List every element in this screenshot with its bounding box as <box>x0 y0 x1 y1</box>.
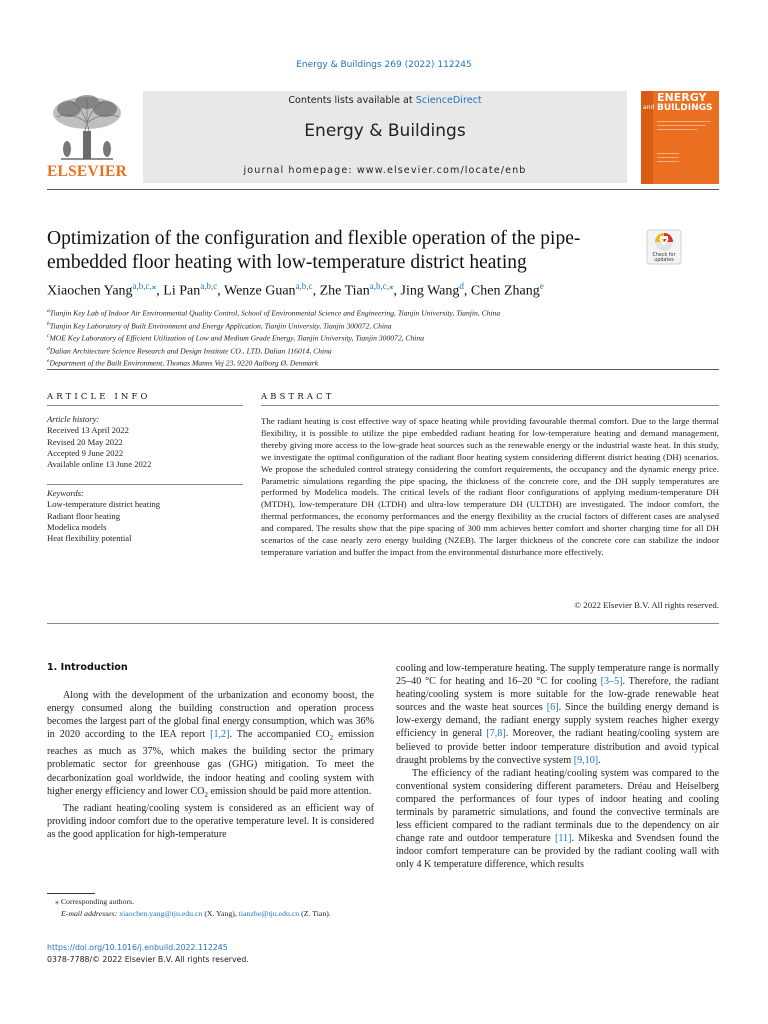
check-for-updates-badge[interactable] <box>646 229 682 265</box>
doi-block <box>47 942 374 965</box>
journal-masthead <box>143 91 627 183</box>
article-info-heading: ARTICLE INFO <box>47 391 151 401</box>
paragraph <box>47 689 374 802</box>
cover-title-buildings: BUILDINGS <box>657 103 713 113</box>
right-column-text <box>396 662 719 872</box>
keyword-item: Low-temperature district heating <box>47 499 161 510</box>
email-label: E-mail addresses: <box>61 908 120 918</box>
affiliation-text: Department of the Built Environment, Thomas Manns Vej 23, 9220 Aalborg Ø, Denmark <box>49 358 319 368</box>
author-separator: , <box>156 283 164 299</box>
section-heading-introduction: 1. Introduction <box>47 662 128 673</box>
affiliation-mark: e <box>47 358 50 365</box>
cover-rule <box>657 153 679 154</box>
affiliation-line <box>47 319 727 332</box>
keyword-item: Heat flexibility potential <box>47 533 132 544</box>
paragraph-text: emission should be paid more attention. <box>207 785 372 797</box>
paragraph-text: . Since the building energy demand is low-exergy demand, the radiant energy supply system reaches higher exergy efficiency in general <box>396 702 719 740</box>
doi-link[interactable]: https://doi.org/10.1016/j.enbuild.2022.112245 <box>47 943 228 952</box>
article-info-rule <box>47 405 243 406</box>
cover-title-energy: ENERGY <box>657 91 707 104</box>
paragraph-text: cooling and low-temperature heating. The supply temperature range is normally 25–40 °C for heating and 16–20 °C for cooling <box>396 663 719 688</box>
affiliation-text: MOE Key Laboratory of Efficient Utilization of Low and Medium Grade Energy, Tianjin University, Tianjin 300072, China <box>49 333 424 343</box>
history-received: Received 13 April 2022 <box>47 425 129 436</box>
subscript: 2 <box>329 734 334 743</box>
contents-prefix: Contents lists available at <box>288 95 416 106</box>
affiliation-mark: c <box>47 333 50 340</box>
author-affiliation-marks[interactable]: a,b,c,⁎ <box>132 281 157 291</box>
author-affiliation-marks[interactable]: a,b,c <box>295 281 313 291</box>
journal-citation[interactable]: Energy & Buildings 269 (2022) 112245 <box>296 60 472 70</box>
author-affiliation-marks[interactable]: a,b,c <box>200 281 218 291</box>
history-online: Available online 13 June 2022 <box>47 459 152 470</box>
author-affiliation-marks[interactable]: e <box>539 281 544 291</box>
reference-link[interactable]: [7,8] <box>486 728 506 740</box>
email-note <box>47 908 374 920</box>
footnote-rule <box>47 893 95 894</box>
author-list <box>47 281 727 300</box>
affiliation-line <box>47 331 727 344</box>
reference-link[interactable]: [6] <box>546 702 559 714</box>
paragraph-text: The efficiency of the radiant heating/cooling system was compared to the conventional system considering different parameters. Dréau and Heiselberg compared the performances of four types of indoor heating and cooling terminals by parametric simulations, and found the convective terminals are less efficient compared to the radiant terminals due to the dependency on air change rate and outdoor temperature <box>396 767 719 845</box>
abstract-text: The radiant heating is cost effective way of space heating while providing favourable thermal comfort. Due to the large thermal flexibility, it is possible to utilize the pipe embedded radiant heating for low-temperature heating and demand management, thereby giving more access to the low-grade heat sources such as the renewable energy or the industrial waste heat. In this study, we investigate the optimal configuration of the radiant floor heating system considering different district heating (DH) scenarios. We propose the scheduled control strategy considering the comfort requirements, the occupancy and the dynamic energy price. Parametric simulations regarding the pipe spacing, the thickness of the concrete core, and the DH supply temperatures are performed by Modelica models. The critical levels of the radiant floor configurations of applying medium-temperature DH (MTDH), low-temperature DH (LTDH) and ultra-low temperature DH (ULTDH) are investigated. The indoor comfort, the thermal performances, the economy performances and the energy flexibility as the crucial factors of different cases are analysed and compared. The results show that the pipe spacing of 300 mm achieves better comfort and shorter charging time for all DH scenarios of the case nearly zero energy building (NZEB). The larger thickness of the concrete core can stabilize the indoor temperature variation and buffer the impact from the environmental disturbance more effectively. <box>261 416 719 557</box>
affiliation-mark: d <box>47 345 50 352</box>
author-name: Chen Zhang <box>470 283 540 299</box>
abstract-heading: ABSTRACT <box>261 391 335 401</box>
history-revised: Revised 20 May 2022 <box>47 436 123 447</box>
author-name: Xiaochen Yang <box>47 283 133 299</box>
reference-link[interactable]: [11] <box>555 833 572 845</box>
elsevier-logo <box>47 93 127 181</box>
history-accepted: Accepted 9 June 2022 <box>47 447 124 458</box>
author-separator: , <box>312 283 320 299</box>
cover-title-and: and <box>643 104 655 111</box>
paragraph <box>396 662 719 767</box>
author-affiliation-marks[interactable]: d <box>459 281 464 291</box>
journal-homepage[interactable]: journal homepage: www.elsevier.com/locate/enb <box>243 165 527 176</box>
reference-link[interactable]: [9,10] <box>573 754 599 766</box>
journal-title: Energy & Buildings <box>304 121 466 141</box>
affiliation-mark: b <box>47 320 50 327</box>
affiliation-text: Dalian Architecture Science Research and Design Institute CO., LTD, Dalian 116014, China <box>49 346 332 356</box>
paragraph-text: . <box>598 754 601 766</box>
paragraph-text: . The accompanied CO <box>229 729 330 741</box>
reference-link[interactable]: [3–5] <box>600 676 623 688</box>
title-divider <box>47 369 719 370</box>
abstract-rule <box>261 405 719 406</box>
abstract-divider <box>47 623 719 624</box>
reference-link[interactable]: [1,2] <box>210 729 230 741</box>
affiliation-line <box>47 344 727 357</box>
footnotes <box>47 896 374 919</box>
paragraph: The radiant heating/cooling system is considered as an efficient way of providing indoor comfort due to the operative temperature level. It is considered as the good application for high-temperature <box>47 802 374 840</box>
author-separator: , <box>217 283 224 299</box>
publisher-name: ELSEVIER <box>47 163 127 180</box>
author-name: Jing Wang <box>400 283 460 299</box>
abstract-copyright: © 2022 Elsevier B.V. All rights reserved. <box>574 600 719 610</box>
keyword-item: Radiant floor heating <box>47 510 121 521</box>
left-column-text <box>47 689 374 841</box>
paragraph-text: emission reaches as much as 37%, which makes the building sector the primary problematic sector for greenhouse gas (GHG) mitigation. To meet the decarbonization goal worldwide, the indoor heating and cooling system with higher energy efficiency and lower CO <box>47 729 374 797</box>
affiliation-mark: a <box>47 308 50 314</box>
cover-rule <box>657 129 697 130</box>
elsevier-tree-icon <box>47 93 127 163</box>
author-separator: , <box>393 283 401 299</box>
affiliation-line <box>47 306 727 319</box>
paragraph-text: . Moreover, the radiant heating/cooling system are believed to provide better indoor temperature distribution and avoid typical draught problems by the convective system <box>396 728 719 766</box>
affiliation-text: Tianjin Key Laboratory of Built Environment and Energy Application, Tianjin University, Tianjin 300072, China <box>49 321 392 331</box>
history-label: Article history: <box>47 414 100 424</box>
author-name: Wenze Guan <box>224 283 296 299</box>
email-link[interactable]: xiaochen.yang@tju.edu.cn <box>119 908 203 918</box>
cover-rule <box>657 121 711 122</box>
affiliation-text: Tianjin Key Lab of Indoor Air Environmental Quality Control, School of Environmental Science and Engineering, Tianjin University, Tianjin, China <box>49 308 501 318</box>
author-affiliation-marks[interactable]: a,b,c,⁎ <box>369 281 394 291</box>
cover-rule <box>657 125 705 126</box>
cover-rule <box>657 161 679 162</box>
issn-line: 0378-7788/© 2022 Elsevier B.V. All rights reserved. <box>47 954 249 964</box>
paragraph-text: . Therefore, the radiant heating/cooling system is more suitable for the low-grade renewable heat sources and the waste heat sources <box>396 676 719 714</box>
email-owner: (X. Yang), <box>202 908 239 918</box>
author-name: Li Pan <box>163 283 201 299</box>
header-divider <box>47 189 719 190</box>
author-name: Zhe Tian <box>319 283 370 299</box>
author-separator: , <box>463 283 471 299</box>
contents-line <box>143 95 627 106</box>
article-title: Optimization of the configuration and flexible operation of the pipe-embedded floor heating with low-temperature district heating <box>47 228 581 273</box>
sciencedirect-link[interactable]: ScienceDirect <box>415 95 482 106</box>
affiliation-line <box>47 356 727 369</box>
paragraph-text: Along with the development of the urbanization and economy boost, the energy consumed along the building construction and operation process becomes the largest part of the global final energy consumption, which was 36% in 2020 according to the IEA report <box>47 690 374 741</box>
email-link[interactable]: tianzhe@tju.edu.cn <box>238 908 300 918</box>
check-for-updates-label: Check for updates <box>652 253 676 263</box>
keywords-rule <box>47 484 243 485</box>
affiliations <box>47 306 727 369</box>
subscript: 2 <box>204 790 208 799</box>
paragraph-text: . Mikeska and Svendsen found the indoor comfort temperature can be provided by the radiant cooling wall with only 4 K temperature difference, which results <box>396 833 719 871</box>
paragraph <box>396 767 719 872</box>
cover-rule <box>657 157 679 158</box>
keywords <box>47 488 243 544</box>
keyword-item: Modelica models <box>47 521 107 532</box>
keywords-label: Keywords: <box>47 488 84 498</box>
corresponding-authors-note: ⁎ Corresponding authors. <box>55 897 135 906</box>
journal-cover[interactable] <box>641 91 719 184</box>
article-history <box>47 414 243 470</box>
email-owner: (Z. Tian). <box>299 908 331 918</box>
